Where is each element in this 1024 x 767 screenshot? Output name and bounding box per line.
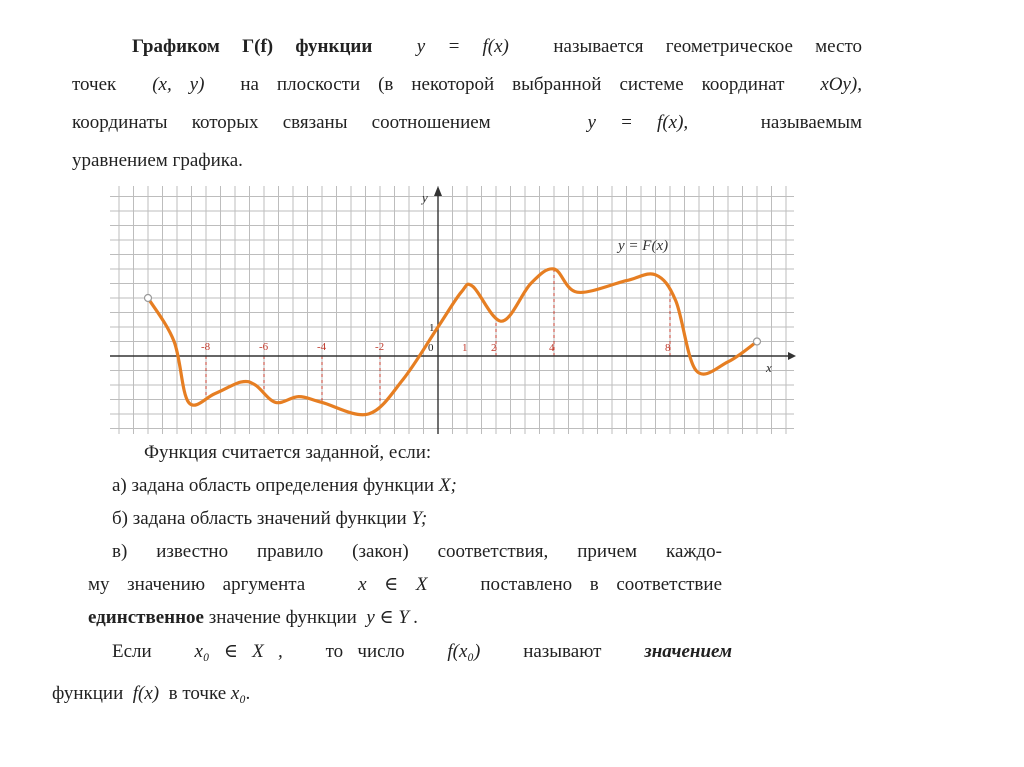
term-graph: Графиком Г(f) функции <box>132 36 373 57</box>
text: Если <box>112 641 152 662</box>
grid <box>110 186 794 434</box>
condition-c-line-1: в) известно правило (закон) соответствия, причем каждо- <box>112 541 722 562</box>
conditions-intro: Функция считается заданной, если: <box>144 442 432 463</box>
x-tick-label: -6 <box>259 341 269 353</box>
x-axis-arrow <box>788 352 796 360</box>
formula: x₀. <box>230 683 251 704</box>
function-graph <box>108 182 798 438</box>
open-endpoint <box>754 338 761 345</box>
formula: Y; <box>411 508 428 529</box>
text: называемым <box>760 112 863 133</box>
text: б) задана область значений функции <box>112 508 407 529</box>
y-axis-arrow <box>434 186 442 196</box>
definition-line-1 <box>72 28 862 66</box>
formula: x₀ ∈ X , <box>194 641 283 662</box>
x-tick-label: 1 <box>462 342 468 354</box>
formula: (x, y) <box>152 74 205 95</box>
x-tick-label: 8 <box>665 342 671 354</box>
definition-line-3 <box>72 104 862 142</box>
text: на плоскости (в некоторой выбранной системе координат <box>240 74 785 95</box>
y-axis-label: y <box>422 190 428 205</box>
term-value: значением <box>644 641 732 662</box>
condition-c-line-3 <box>72 601 722 634</box>
value-definition <box>52 631 732 715</box>
formula: f(x) <box>132 683 160 704</box>
formula: x ∈ X <box>358 574 428 595</box>
text: в точке <box>168 683 227 704</box>
text: функции <box>52 683 124 704</box>
conditions-block <box>72 436 722 634</box>
formula: X; <box>438 475 457 496</box>
text: му значению аргумента <box>88 574 306 595</box>
text: называют <box>523 641 602 662</box>
value-line-1 <box>52 631 732 673</box>
value-line-2 <box>52 673 732 715</box>
formula: xOy), <box>820 74 862 95</box>
condition-a <box>72 469 722 502</box>
y-tick-label: 1 <box>429 322 435 334</box>
definition-paragraph <box>72 28 862 180</box>
x-tick-label: 2 <box>491 342 497 354</box>
text: поставлено в соответствие <box>480 574 722 595</box>
formula: y ∈ Y . <box>366 607 419 628</box>
x-tick-label: 4 <box>549 342 555 354</box>
text: а) задана область определения функции <box>112 475 435 496</box>
chart-title: y = F(x) <box>618 238 669 254</box>
text: координаты которых связаны соотношением <box>72 112 491 133</box>
x-tick-label: -4 <box>317 341 327 353</box>
x-tick-label: -2 <box>375 341 385 353</box>
definition-line-4: уравнением графика. <box>72 150 243 171</box>
formula: y = f(x), <box>587 112 689 133</box>
x-axis-label: x <box>766 360 772 375</box>
condition-b <box>72 502 722 535</box>
text: называется геометрическое место <box>553 36 863 57</box>
open-endpoint <box>145 295 152 302</box>
text: значение функции <box>208 607 357 628</box>
definition-line-2 <box>72 66 862 104</box>
term-unique: единственное <box>88 607 204 628</box>
text: точек <box>72 74 117 95</box>
formula: f(x₀) <box>447 641 481 662</box>
formula: y = f(x) <box>416 36 509 57</box>
x-tick-label: -8 <box>201 341 211 353</box>
condition-c-line-2 <box>72 568 722 601</box>
text: то число <box>325 641 405 662</box>
x-tick-label: 0 <box>428 342 434 354</box>
